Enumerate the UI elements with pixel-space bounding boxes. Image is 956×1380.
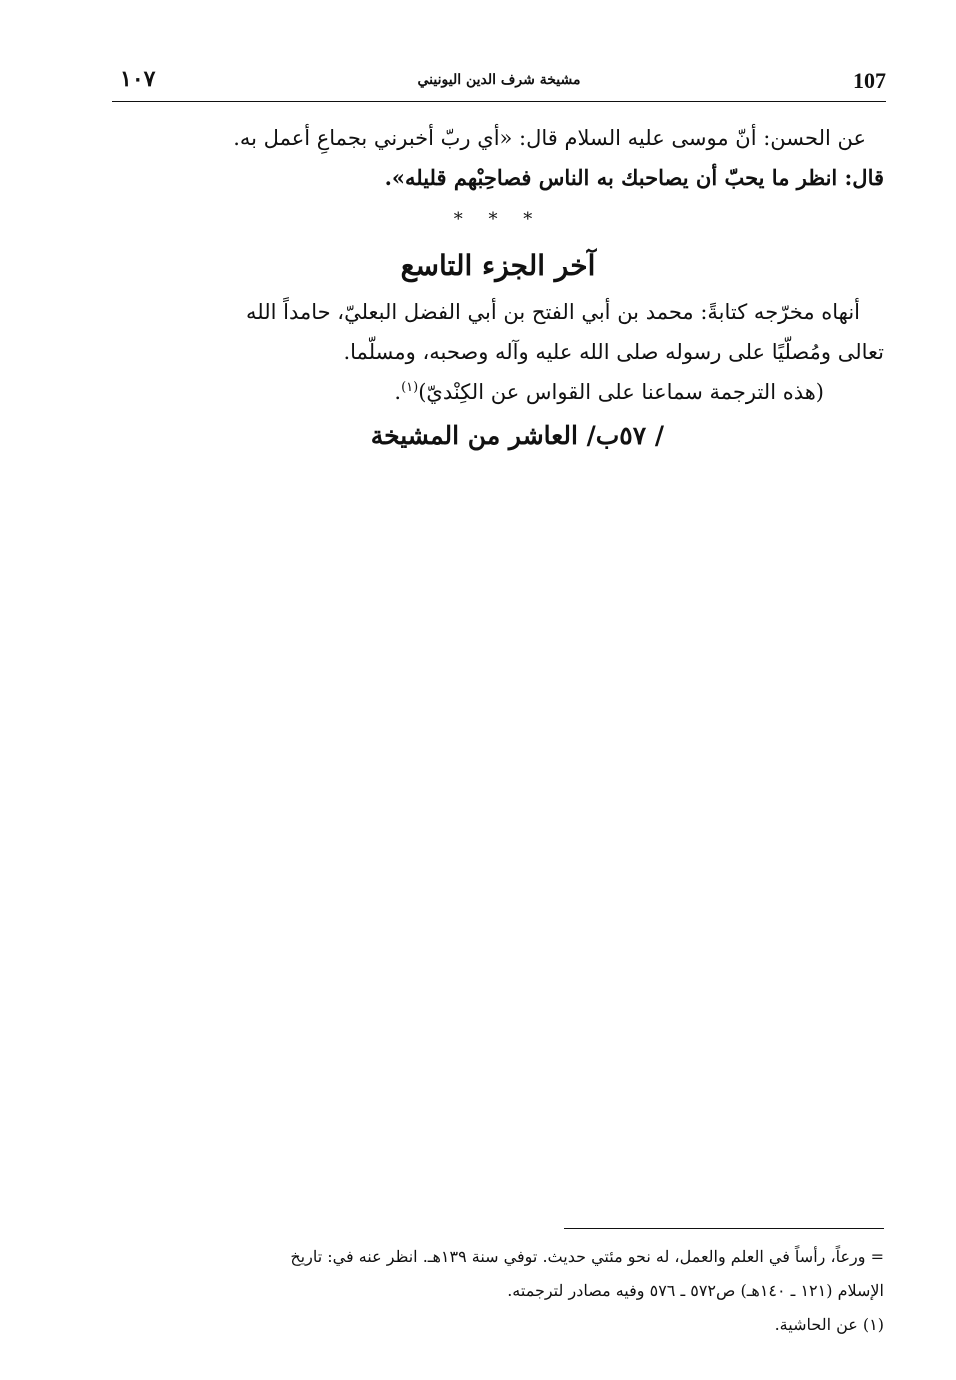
transmission-note-text: (هذه الترجمة سماعنا على القواس عن الكِنْديّ) <box>418 380 824 404</box>
footnote-continuation-line-1: = ورعاً، رأساً في العلم والعمل، له نحو مئتي حديث. توفي سنة ١٣٩هـ. انظر عنه في: تاريخ <box>290 1247 884 1266</box>
transmission-note <box>112 372 884 412</box>
asterisk-separator: * * * <box>453 209 543 230</box>
main-text <box>112 118 884 460</box>
colophon-line-2: تعالى ومُصلّيًا على رسوله صلى الله عليه وآله وصحبه، ومسلّما. <box>343 340 884 364</box>
page-header <box>112 62 886 102</box>
next-part-heading: / ٥٧ب/ العاشر من المشيخة <box>370 421 664 450</box>
footnote-rule <box>564 1228 884 1229</box>
footnote-continuation-line-2: الإسلام (١٢١ ـ ١٤٠هـ) ص٥٧٢ ـ ٥٧٦ وفيه مصادر لترجمته. <box>507 1281 884 1300</box>
page-number-arabic: ١٠٧ <box>120 66 156 92</box>
part-end-heading: آخر الجزء التاسع <box>400 249 596 282</box>
header-rule <box>112 101 886 102</box>
running-title: مشيخة شرف الدين اليونيني <box>417 72 581 88</box>
footnote-1: (١) عن الحاشية. <box>774 1315 884 1334</box>
footnotes <box>112 1240 884 1342</box>
page-number-latin: 107 <box>853 68 886 93</box>
footnote-reference: (١) <box>401 380 419 395</box>
paragraph-hadith-line-2: قال: انظر ما يحبّ أن يصاحبك به الناس فصاحِبْهم قليله». <box>384 165 884 190</box>
colophon-line-1: أنهاه مخرّجه كتابةً: محمد بن أبي الفتح بن أبي الفضل البعليّ، حامداً الله <box>246 300 860 324</box>
paragraph-hadith-line-1: عن الحسن: أنّ موسى عليه السلام قال: «أي ربّ أخبرني بجماعِ أعمل به. <box>233 126 866 150</box>
transmission-note-end: . <box>394 380 402 404</box>
